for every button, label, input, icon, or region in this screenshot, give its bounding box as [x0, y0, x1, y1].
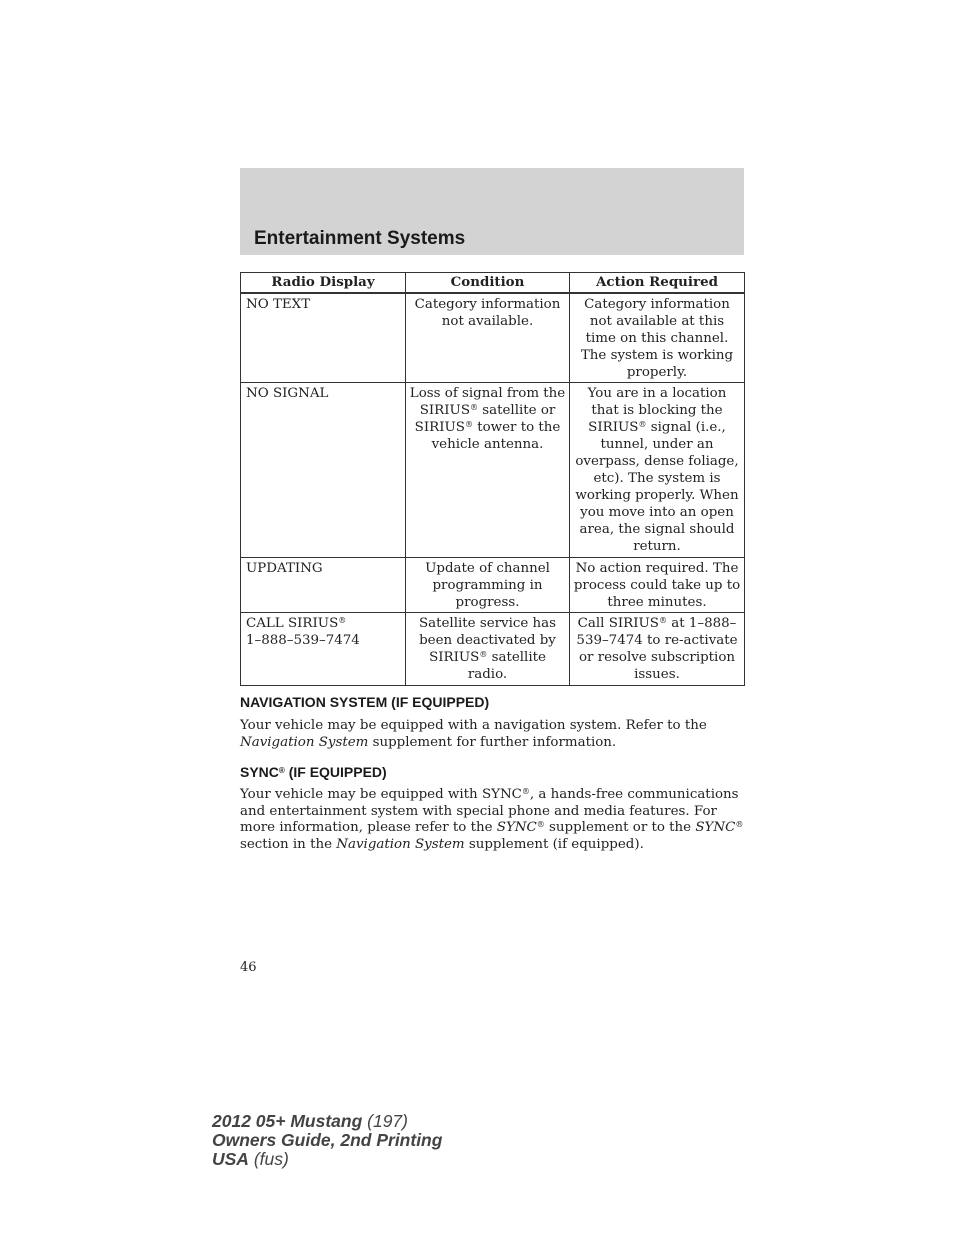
text-fragment: signal (i.e., tunnel, under an overpass, dense foliage, etc). The system is working properly. When you move into an open area, the signal should return.	[575, 420, 739, 554]
navigation-system-italic: Navigation System	[240, 734, 369, 750]
registered-mark: ®	[735, 820, 744, 829]
registered-mark: ®	[638, 420, 647, 429]
text-fragment: Satellite service has been deactivated by SIRIUS	[418, 616, 557, 665]
table-header-row	[241, 273, 745, 294]
text-fragment: Loss of signal from the SIRIUS	[409, 386, 566, 418]
text-fragment: tower to the vehicle antenna.	[431, 420, 561, 452]
registered-mark: ®	[278, 766, 285, 775]
column-header-radio-display: Radio Display	[241, 273, 406, 294]
registered-mark: ®	[338, 616, 347, 625]
registered-mark: ®	[479, 650, 488, 659]
text-fragment: SYNC	[240, 764, 279, 780]
print-footer	[212, 1112, 442, 1169]
radio-display-cell: UPDATING	[241, 558, 406, 613]
column-header-condition: Condition	[406, 273, 570, 294]
footer-market-code: (fus)	[248, 1149, 289, 1169]
table-row	[241, 293, 745, 383]
action-cell: No action required. The process could take up to three minutes.	[570, 558, 745, 613]
footer-printing: Owners Guide, 2nd Printing	[212, 1130, 443, 1150]
text-fragment: supplement or to the	[544, 820, 696, 835]
navigation-paragraph	[240, 718, 750, 751]
radio-display-cell: NO SIGNAL	[241, 383, 406, 558]
text-fragment: , a hands-free communications and entertainment system with special phone and media features. For more information, please refer to the	[240, 787, 739, 835]
condition-cell: Category information not available.	[406, 293, 570, 383]
footer-code: (197)	[362, 1111, 408, 1131]
text-fragment: supplement for further information.	[368, 734, 617, 750]
footer-line	[212, 1150, 442, 1169]
action-cell	[570, 613, 745, 686]
navigation-heading: NAVIGATION SYSTEM (IF EQUIPPED)	[240, 694, 490, 710]
sync-paragraph	[240, 787, 750, 853]
table-row	[241, 613, 745, 686]
footer-line	[212, 1112, 442, 1131]
footer-line	[212, 1131, 442, 1150]
text-fragment: Your vehicle may be equipped with SYNC	[240, 787, 522, 802]
phone-number: 1–888–539–7474	[246, 633, 360, 648]
section-header-band	[240, 168, 744, 255]
footer-model: 2012 05+ Mustang	[212, 1111, 363, 1131]
sync-italic: SYNC	[496, 820, 537, 835]
text-fragment: You are in a location that is blocking the SIRIUS	[587, 386, 727, 435]
text-fragment: CALL SIRIUS	[246, 616, 339, 631]
page-number: 46	[240, 960, 257, 975]
registered-mark: ®	[659, 616, 667, 625]
registered-mark: ®	[470, 403, 478, 412]
table-row	[241, 558, 745, 613]
text-fragment: section in the	[240, 836, 337, 852]
text-fragment: supplement (if equipped).	[464, 836, 644, 852]
section-title: Entertainment Systems	[254, 228, 466, 249]
registered-mark: ®	[536, 820, 545, 829]
navigation-system-italic: Navigation System	[336, 836, 465, 852]
registered-mark: ®	[521, 787, 530, 796]
registered-mark: ®	[464, 420, 473, 429]
condition-cell	[406, 613, 570, 686]
text-fragment: satellite radio.	[467, 650, 546, 682]
text-fragment: Call SIRIUS	[577, 616, 659, 631]
sync-italic: SYNC	[695, 820, 736, 835]
action-cell: Category information not available at this time on this channel. The system is working properly.	[570, 293, 745, 383]
condition-cell	[406, 383, 570, 558]
table-row	[241, 383, 745, 558]
footer-market: USA	[212, 1149, 249, 1169]
text-fragment: satellite or SIRIUS	[414, 403, 556, 435]
text-fragment: at 1–888–539–7474 to re-activate or resolve subscription issues.	[576, 616, 738, 682]
text-fragment: (IF EQUIPPED)	[284, 764, 387, 780]
condition-cell: Update of channel programming in progress.	[406, 558, 570, 613]
column-header-action-required: Action Required	[570, 273, 745, 294]
sync-heading	[240, 764, 387, 780]
action-cell	[570, 383, 745, 558]
radio-display-cell: NO TEXT	[241, 293, 406, 383]
satellite-radio-message-table	[240, 272, 745, 686]
text-fragment: Your vehicle may be equipped with a navigation system. Refer to the	[240, 718, 707, 733]
radio-display-cell	[241, 613, 406, 686]
